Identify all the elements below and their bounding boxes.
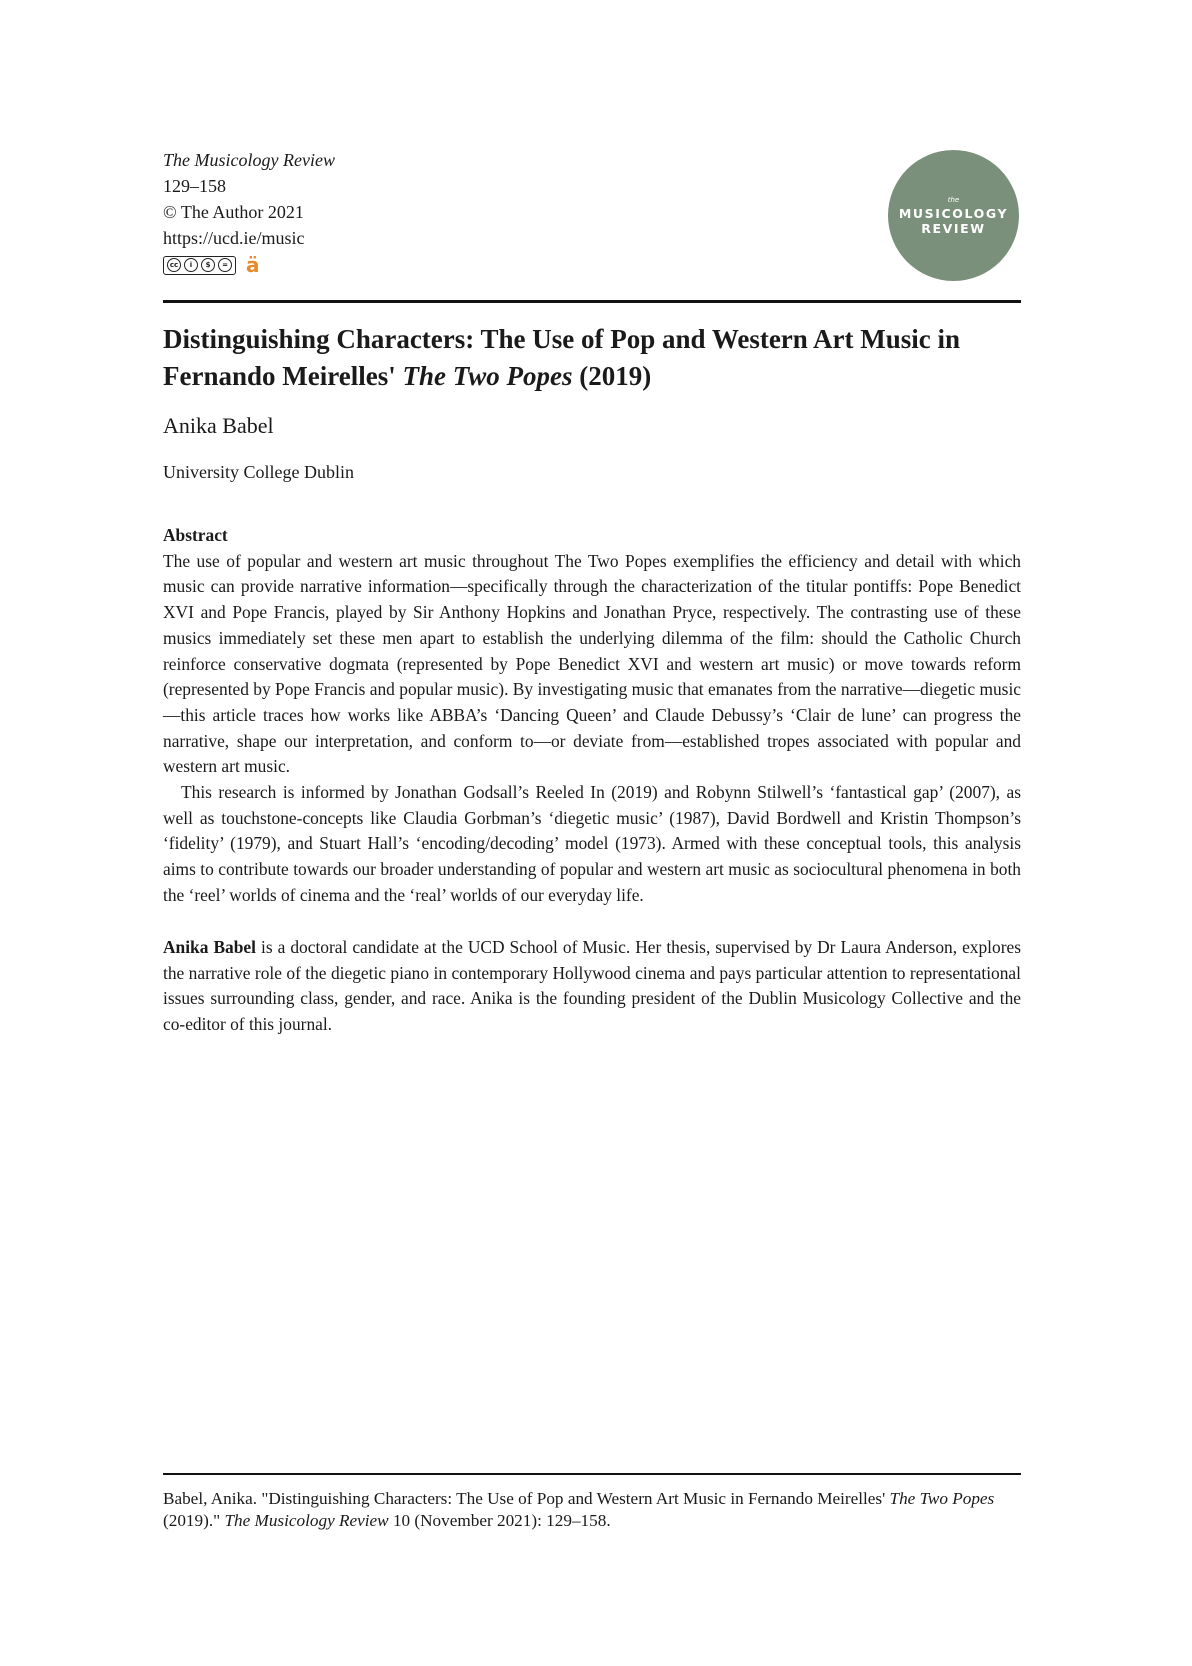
article-title [163, 321, 1021, 395]
abstract-heading: Abstract [163, 525, 228, 545]
title-italic: The Two Popes [402, 361, 573, 391]
title-part1: Distinguishing Characters: The Use of Pop and Western Art Music in Fernando Meirelles' [163, 324, 961, 391]
title-part2: (2019) [572, 361, 652, 391]
journal-meta [163, 147, 335, 275]
citation-part2: (2019)." [163, 1511, 225, 1530]
copyright: © The Author 2021 [163, 202, 304, 222]
footer-divider [163, 1473, 1021, 1475]
cc-by-nc-nd-icon[interactable]: cc i $ = [163, 256, 236, 275]
citation-part1: Babel, Anika. "Distinguishing Characters: The Use of Pop and Western Art Music in Fernando Meirelles' [163, 1489, 890, 1508]
author-bio [163, 935, 1021, 1038]
page-range: 129–158 [163, 176, 226, 196]
abstract-paragraph-2: This research is informed by Jonathan Godsall’s Reeled In (2019) and Robynn Stilwell’s ‘fantastical gap’ (2007), as well as touchstone-concepts like Claudia Gorbman’s ‘diegetic music’ (1987), David Bordwell and Kristin Thompson’s ‘fidelity’ (1979), and Stuart Hall’s ‘encoding/decoding’ model (1973). Armed with these conceptual tools, this analysis aims to contribute towards our broader understanding of popular and western art music as sociocultural phenomena in both the ‘reel’ worlds of cinema and the ‘real’ worlds of our everyday life. [163, 782, 1021, 905]
author-affiliation: University College Dublin [163, 462, 354, 482]
header-divider [163, 300, 1021, 303]
bio-text: is a doctoral candidate at the UCD School of Music. Her thesis, supervised by Dr Laura Anderson, explores the narrative role of the diegetic piano in contemporary Hollywood cinema and pays particular attention to representational issues surrounding class, gender, and race. Anika is the founding president of the Dublin Musicology Collective and the co-editor of this journal. [163, 937, 1021, 1035]
logo-the: the [947, 195, 960, 204]
journal-name: The Musicology Review [163, 150, 335, 170]
journal-logo [888, 150, 1019, 281]
logo-line1: MUSICOLOGY [898, 205, 1009, 221]
license-badges [163, 255, 335, 275]
citation-italic2: The Musicology Review [224, 1511, 389, 1530]
abstract-paragraph-1: The use of popular and western art music throughout The Two Popes exemplifies the efficiency and detail with which music can provide narrative information—specifically through the characterization of the titular pontiffs: Pope Benedict XVI and Pope Francis, played by Sir Anthony Hopkins and Jonathan Pryce, respectively. The contrasting use of these musics immediately set these men apart to establish the underlying dilemma of the film: should the Catholic Church reinforce conservative dogmata (represented by Pope Benedict XVI and western art music) or move towards reform (represented by Pope Francis and popular music). By investigating music that emanates from the narrative—diegetic music—this article traces how works like ABBA’s ‘Dancing Queen’ and Claude Debussy’s ‘Clair de lune’ can progress the narrative, shape our interpretation, and conform to—or deviate from—established tropes associated with popular and western art music. [163, 550, 1021, 777]
author-name: Anika Babel [163, 413, 274, 438]
bio-name: Anika Babel [163, 937, 256, 957]
citation [163, 1488, 1021, 1532]
citation-italic1: The Two Popes [889, 1489, 995, 1508]
citation-part3: 10 (November 2021): 129–158. [388, 1511, 611, 1530]
open-access-icon: ä [246, 253, 260, 277]
abstract-section [163, 523, 1021, 909]
logo-line2: REVIEW [921, 220, 986, 236]
journal-url[interactable]: https://ucd.ie/music [163, 228, 305, 248]
